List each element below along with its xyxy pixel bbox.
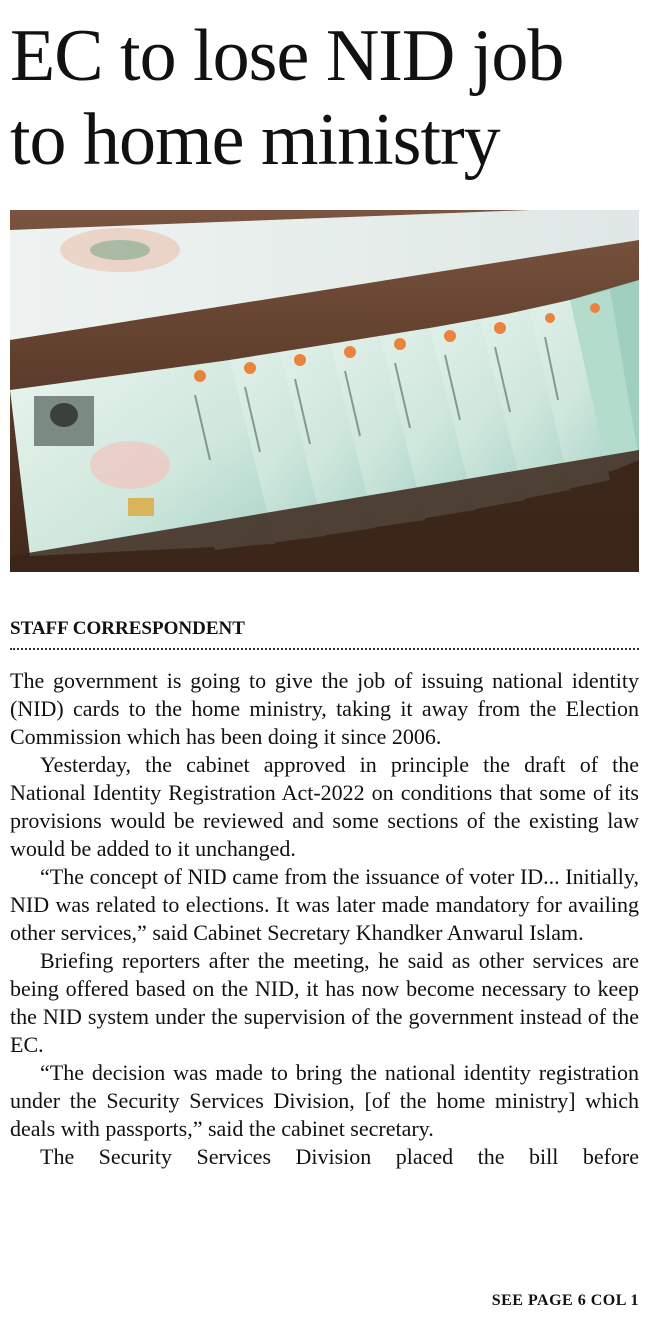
- paragraph-5: “The decision was made to bring the national identity registration under the Security Services Division, [of the home ministry] which deals with passports,” said the cabinet secretary.: [10, 1060, 639, 1141]
- headline-line-1: EC to lose NID job: [10, 15, 564, 97]
- headline-line-2: to home ministry: [10, 99, 500, 181]
- paragraph-4: Briefing reporters after the meeting, he said as other services are being offered based on the NID, it has now become necessary to keep the NID system under the supervision of the government instead of the EC.: [10, 948, 639, 1057]
- paragraph-1: The government is going to give the job of issuing national identity (NID) cards to the home ministry, taking it away from the Election Commission which has been doing it since 2006.: [10, 668, 639, 749]
- paragraph-3: “The concept of NID came from the issuance of voter ID... Initially, NID was related to elections. It was later made mandatory for availing other services,” said Cabinet Secretary Khandker Anwarul Islam.: [10, 864, 639, 945]
- paragraph-2: Yesterday, the cabinet approved in principle the draft of the National Identity Registration Act-2022 on conditions that some of its provisions would be reviewed and some sections of the existing law would be added to it unchanged.: [10, 752, 639, 861]
- byline: STAFF CORRESPONDENT: [10, 618, 639, 650]
- continued-on-page: SEE PAGE 6 COL 1: [491, 1292, 639, 1309]
- nid-cards-photo: [10, 210, 639, 572]
- headline: [10, 14, 642, 182]
- paragraph-6: The Security Services Division placed the bill before: [40, 1144, 639, 1169]
- article-body: [10, 667, 639, 1171]
